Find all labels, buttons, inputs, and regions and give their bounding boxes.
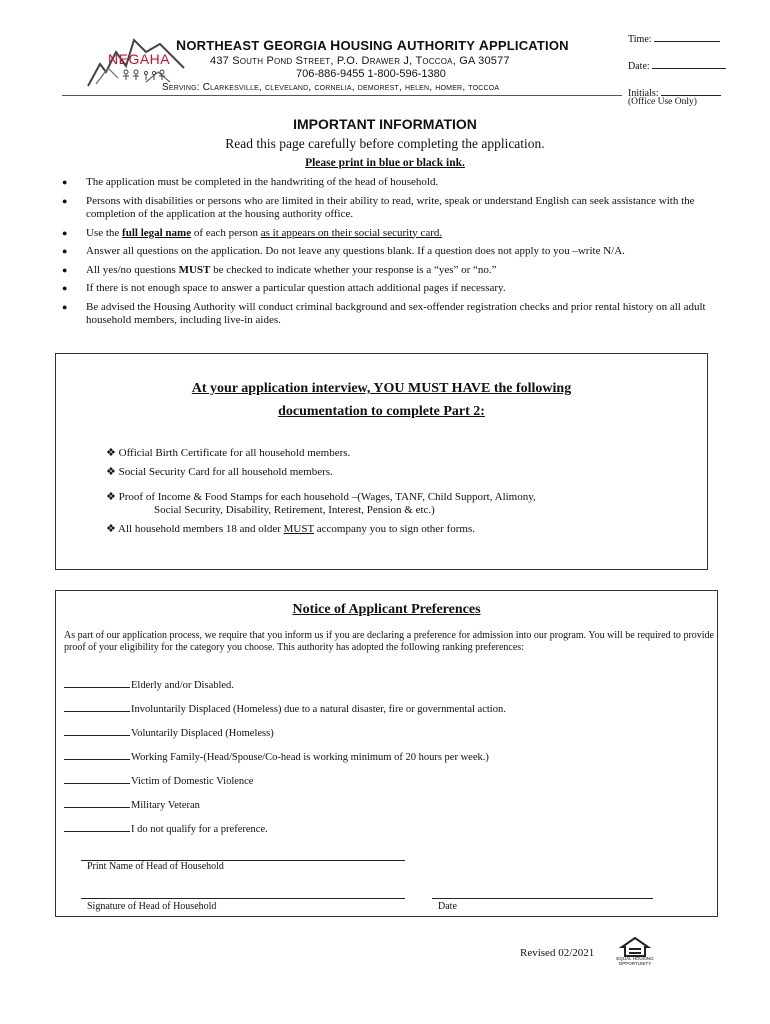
list-item: ● If there is not enough space to answer a particular question attach additional pages if necessary.: [62, 282, 506, 294]
list-item: ● All yes/no questions MUST be checked to indicate whether your response is a “yes” or “no.”: [62, 263, 497, 276]
date-blank[interactable]: [652, 58, 726, 69]
preference-item[interactable]: Victim of Domestic Violence: [64, 773, 506, 797]
list-item: ● Answer all questions on the application. Do not leave any questions blank. If a question does not apply to you –write N/A.: [62, 245, 625, 257]
phone-numbers: 706-886-9455 1-800-596-1380: [296, 68, 446, 80]
read-carefully-line: Read this page carefully before completing the application.: [225, 136, 545, 151]
list-item: ● Use the full legal name of each person as it appears on their social security card.: [62, 226, 443, 239]
preference-item[interactable]: I do not qualify for a preference.: [64, 821, 506, 845]
office-use-note: (Office Use Only): [628, 97, 697, 107]
preference-blank[interactable]: [64, 701, 130, 712]
diamond-bullet-icon: ❖: [106, 523, 116, 535]
ink-instruction: Please print in blue or black ink.: [305, 157, 465, 169]
list-item: ● Be advised the Housing Authority will conduct criminal background and sex-offender registration checks and prior rental history on all adult household members, including live-in aides.: [62, 300, 706, 326]
date-field[interactable]: [628, 58, 726, 72]
bullet-icon: ●: [62, 177, 68, 187]
interview-documentation-box: [55, 353, 708, 570]
interview-heading-1: At your application interview, YOU MUST HAVE the following: [191, 381, 572, 396]
time-blank[interactable]: [654, 31, 720, 42]
preference-blank[interactable]: [64, 677, 130, 688]
signature-label: Signature of Head of Household: [87, 901, 217, 912]
revised-date: Revised 02/2021: [520, 947, 595, 959]
preference-blank[interactable]: [64, 773, 130, 784]
initials-label: Initials:: [628, 88, 659, 99]
bullet-icon: ●: [62, 246, 68, 256]
preference-blank[interactable]: [64, 797, 130, 808]
preferences-box: [55, 590, 718, 917]
header-divider: [62, 95, 622, 96]
bullet-icon: ●: [62, 283, 68, 293]
list-item: ❖ All household members 18 and older MUST accompany you to sign other forms.: [106, 523, 475, 535]
list-item: ● Persons with disabilities or persons who are limited in their ability to read, write, speak or understand English can seek assistance with the completion of the application at the housing authority office.: [62, 194, 695, 220]
preference-blank[interactable]: [64, 821, 130, 832]
preference-item[interactable]: Military Veteran: [64, 797, 506, 821]
equal-housing-text: EQUAL HOUSING OPPORTUNITY: [616, 956, 654, 966]
diamond-bullet-icon: ❖: [106, 491, 116, 503]
equal-housing-icon: [614, 937, 656, 957]
notice-heading: Notice of Applicant Preferences: [292, 602, 481, 617]
important-heading: IMPORTANT INFORMATION: [293, 116, 477, 132]
date-label: Date:: [628, 61, 650, 72]
form-title: NORTHEAST GEORGIA HOUSING AUTHORITY APPLICATION: [176, 37, 569, 53]
preference-list: [64, 677, 506, 845]
preference-item[interactable]: Involuntarily Displaced (Homeless) due to a natural disaster, fire or governmental action.: [64, 701, 506, 725]
date-label: Date: [438, 901, 457, 912]
preference-item[interactable]: Elderly and/or Disabled.: [64, 677, 506, 701]
preference-item[interactable]: Voluntarily Displaced (Homeless): [64, 725, 506, 749]
bullet-icon: ●: [62, 195, 68, 206]
preference-item[interactable]: Working Family-(Head/Spouse/Co-head is working minimum of 20 hours per week.): [64, 749, 506, 773]
list-item: ❖ Social Security Card for all household members.: [106, 466, 333, 478]
bullet-icon: ●: [62, 264, 68, 275]
interview-heading-2: documentation to complete Part 2:: [278, 404, 485, 419]
diamond-bullet-icon: ❖: [106, 447, 116, 459]
address: 437 South Pond Street, P.O. Drawer J, Toccoa, GA 30577: [210, 55, 510, 67]
list-item: ● The application must be completed in the handwriting of the head of household.: [62, 176, 439, 188]
preference-blank[interactable]: [64, 749, 130, 760]
signature-line[interactable]: [81, 898, 405, 899]
bullet-icon: ●: [62, 227, 68, 238]
diamond-bullet-icon: ❖: [106, 466, 116, 478]
bullet-icon: ●: [62, 301, 68, 312]
list-item: ❖ Official Birth Certificate for all household members.: [106, 447, 351, 459]
list-item: ❖ Proof of Income & Food Stamps for each household –(Wages, TANF, Child Support, Alimony, Social Security, Disability, Retirement, Interest, Pension & etc.): [106, 491, 536, 516]
time-label: Time:: [628, 34, 652, 45]
notice-paragraph: As part of our application process, we require that you inform us if you are declaring a preference for admission into our program. You will be required to provide proof of your eligibility for the category you choose. This authority has adopted the following ranking preferences:: [64, 630, 714, 653]
initials-blank[interactable]: [661, 85, 721, 96]
logo-text: NEGAHA: [108, 51, 171, 67]
print-name-label: Print Name of Head of Household: [87, 861, 224, 872]
date-line[interactable]: [432, 898, 653, 899]
preference-blank[interactable]: [64, 725, 130, 736]
serving-areas: Serving: Clarkesville, cleveland, cornelia, demorest, helen, homer, toccoa: [162, 82, 500, 93]
instructions-list: [62, 176, 712, 333]
time-field[interactable]: [628, 31, 720, 45]
